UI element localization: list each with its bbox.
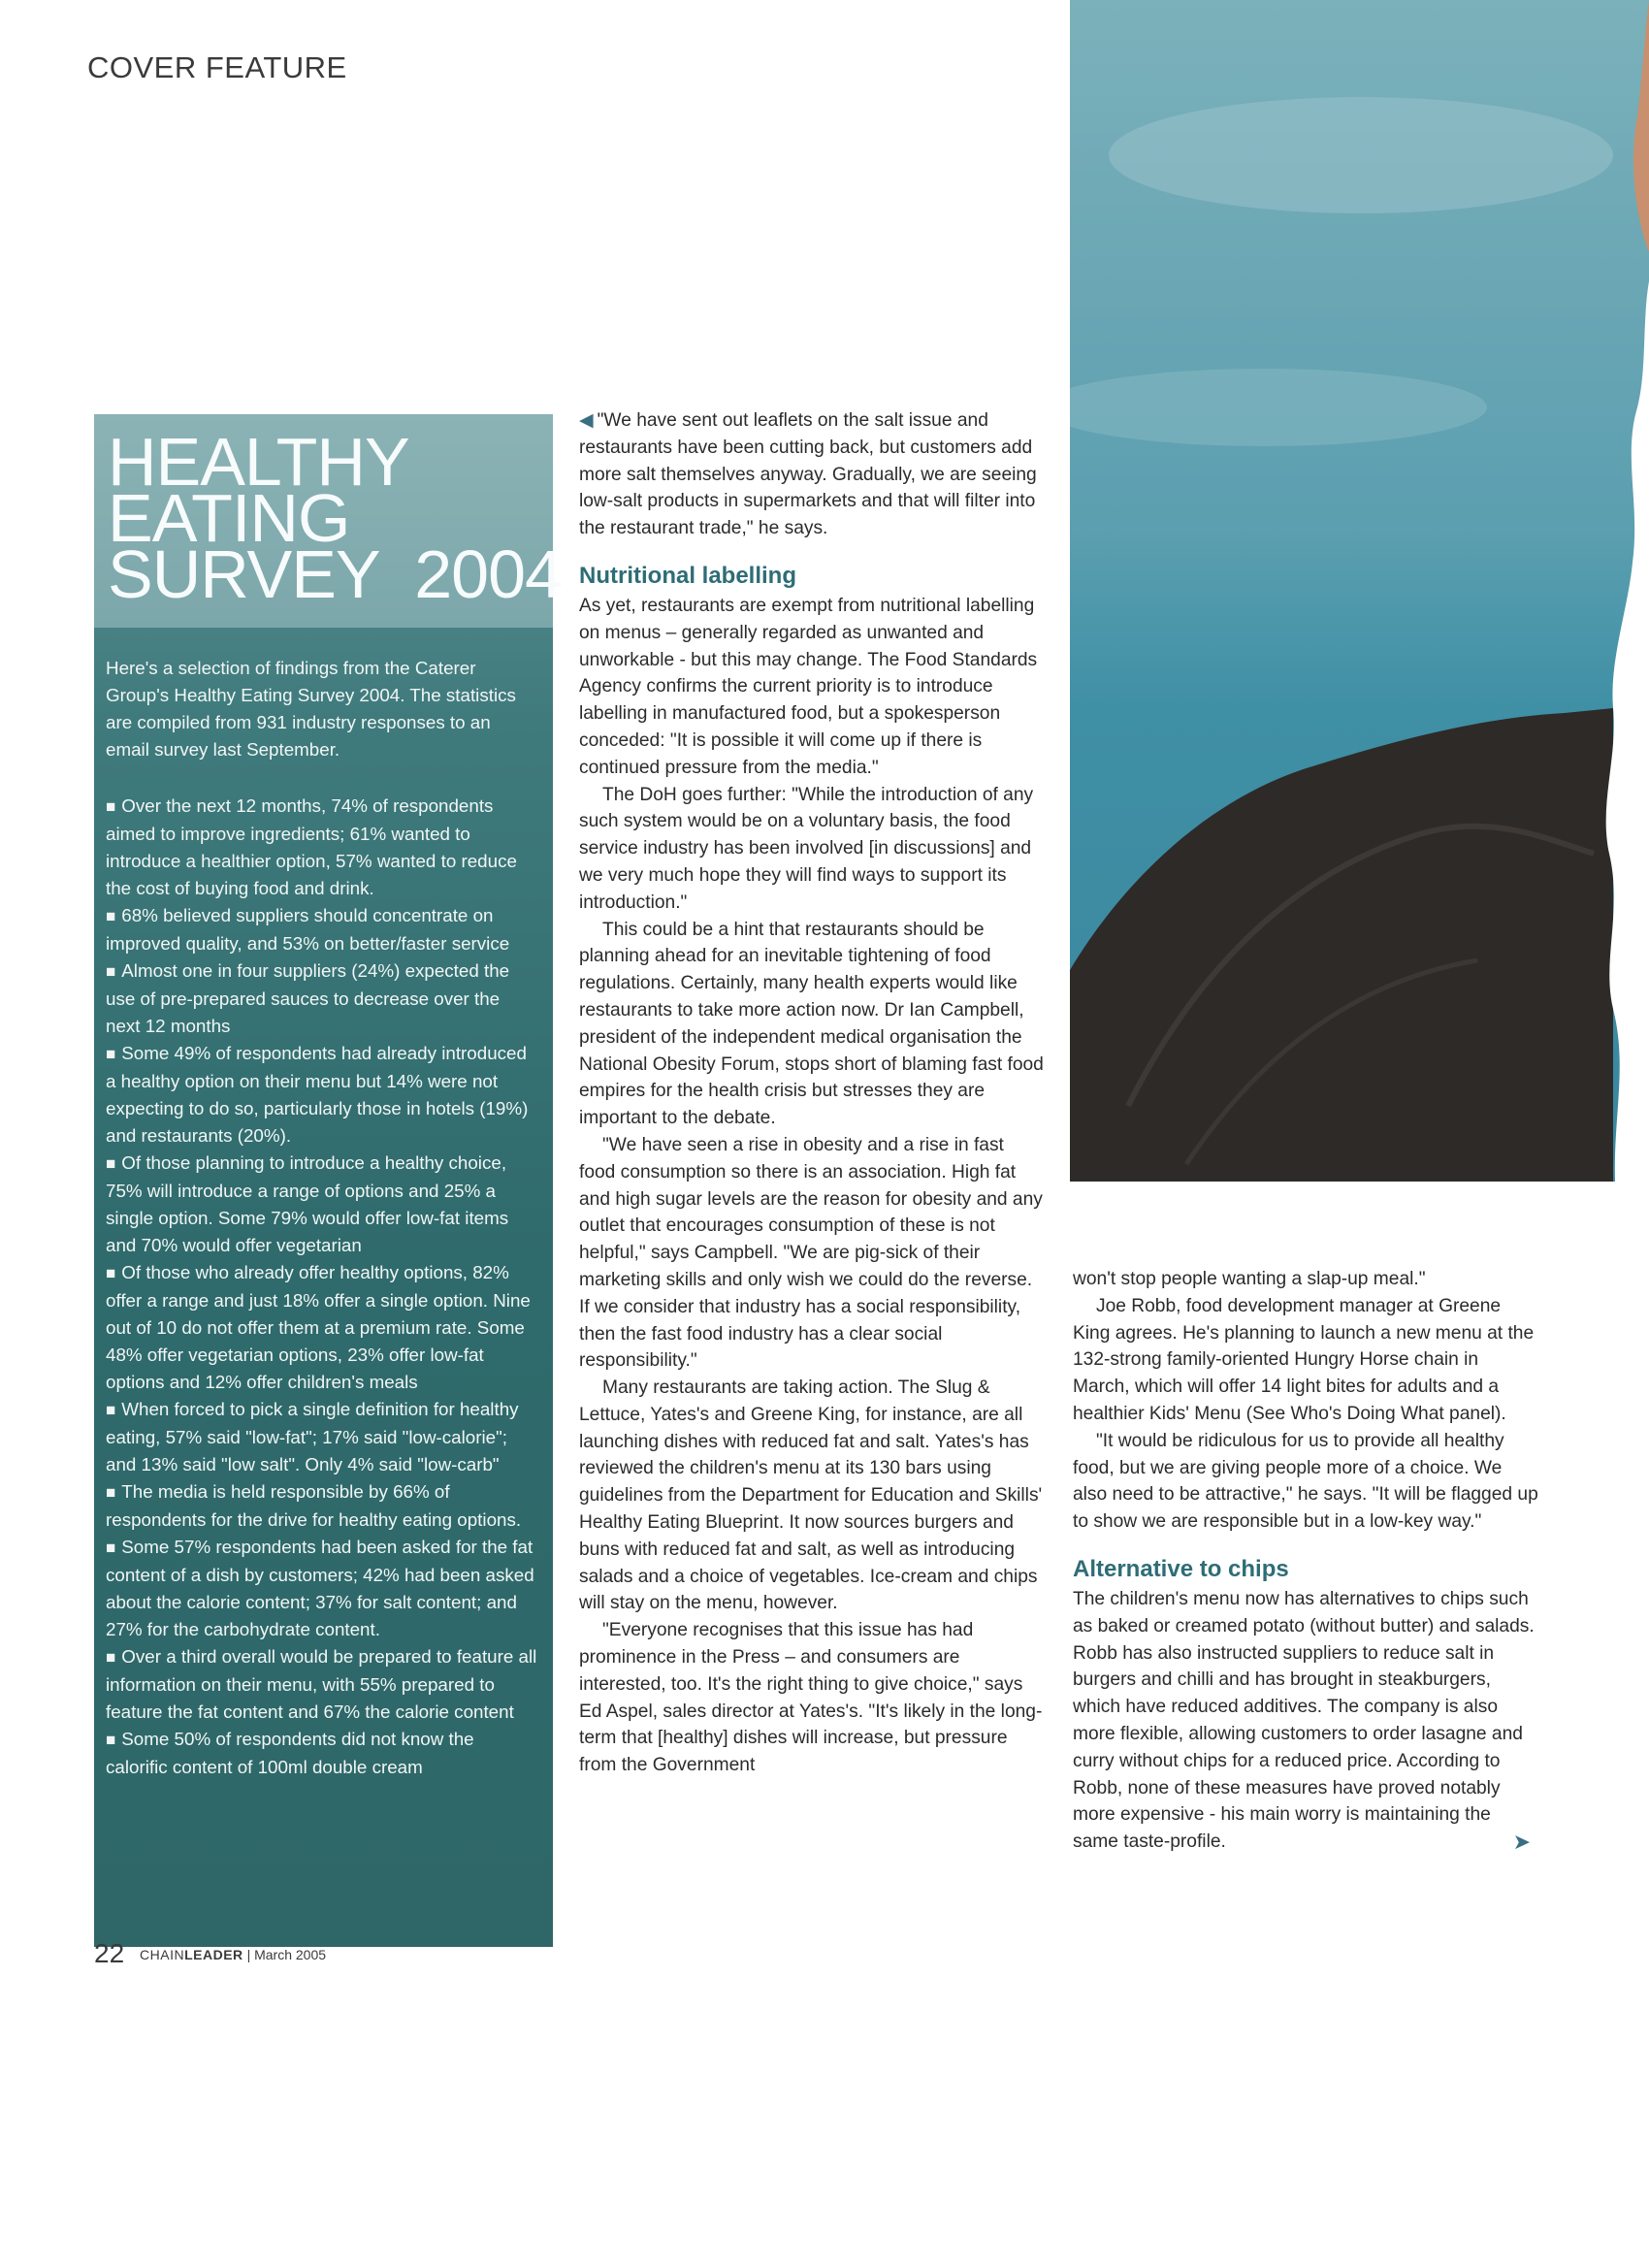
cloud-shape: [1109, 97, 1613, 213]
page-footer: [94, 1938, 326, 1969]
survey-finding: ■ The media is held responsible by 66% of respondents for the drive for healthy eating options.: [106, 1478, 537, 1534]
article-paragraph: Many restaurants are taking action. The Slug & Lettuce, Yates's and Greene King, for instance, are all launching dishes with reduced fat and salt. Yates's has reviewed the children's menu at its 130 bars using guidelines from the Department for Education and Skills' Healthy Eating Blueprint. It now sources burgers and buns with reduced fat and salt, as well as introducing salads and a choice of vegetables. Ice-cream and chips will stay on the menu, however.: [579, 1377, 1043, 1614]
publication-name-b: LEADER: [184, 1947, 243, 1962]
face-edge: [1633, 0, 1649, 252]
issue-date: March 2005: [254, 1947, 327, 1962]
survey-finding: ■ Some 49% of respondents had already introduced a healthy option on their menu but 14% were not expecting to do so, particularly those in hotels (19%) and restaurants (20%).: [106, 1040, 537, 1150]
section-label: COVER FEATURE: [87, 50, 347, 84]
article-paragraph: "We have seen a rise in obesity and a rise in fast food consumption so there is an association. High fat and high sugar levels are the reason for obesity and any outlet that encourages consumption of these is not helpful," says Campbell. "We are pig-sick of their marketing skills and only wish we could do the reverse. If we consider that industry has a social responsibility, then the fast food industry has a clear social responsibility.": [579, 1134, 1043, 1372]
survey-finding: ■ Of those planning to introduce a healthy choice, 75% will introduce a range of options and 25% a single option. Some 79% would offer low-fat items and 70% would offer vegetarian: [106, 1150, 537, 1259]
survey-finding: ■ Over a third overall would be prepared to feature all information on their menu, with 55% prepared to feature the fat content and 67% the calorie content: [106, 1643, 537, 1726]
survey-finding: ■ Almost one in four suppliers (24%) expected the use of pre-prepared sauces to decrease over the next 12 months: [106, 957, 537, 1040]
subheading-nutritional-labelling: Nutritional labelling: [579, 562, 797, 589]
cover-photo-art: [1070, 0, 1649, 1182]
cloud-shape: [1070, 369, 1487, 446]
survey-title: [108, 424, 562, 612]
continued-from-arrow-icon: ◀: [579, 410, 594, 431]
survey-finding: ■ 68% believed suppliers should concentrate on improved quality, and 53% on better/faster service: [106, 902, 537, 957]
article-paragraph: [579, 407, 1045, 542]
survey-title-line: SURVEY 2004: [108, 536, 562, 612]
survey-finding: ■ Some 50% of respondents did not know the calorific content of 100ml double cream: [106, 1726, 537, 1781]
survey-finding: ■ Of those who already offer healthy options, 82% offer a range and just 18% offer a single option. Nine out of 10 do not offer them at a premium rate. Some 48% offer vegetarian options, 23% offer low-fat options and 12% offer children's meals: [106, 1259, 537, 1396]
article-column-right: [1073, 1266, 1540, 1856]
survey-title-line: EATING: [108, 480, 350, 556]
survey-panel: [94, 414, 562, 1947]
survey-panel-body: [94, 628, 553, 1781]
publication-name-a: CHAIN: [140, 1947, 185, 1962]
article-paragraph: won't stop people wanting a slap-up meal.": [1073, 1269, 1426, 1289]
article-column-middle: [579, 407, 1045, 1779]
publication-name: [140, 1947, 243, 1962]
subheading-alternative-to-chips: Alternative to chips: [1073, 1555, 1289, 1582]
footer-divider: |: [246, 1947, 255, 1962]
article-paragraph: "It would be ridiculous for us to provide all healthy food, but we are giving people more of a choice. We also need to be attractive," he says. "It will be flagged up to show we are responsible but in a low-key way.": [1073, 1430, 1538, 1533]
page-number: 22: [94, 1938, 125, 1968]
article-paragraph: [1073, 1586, 1540, 1856]
survey-intro: Here's a selection of findings from the Caterer Group's Healthy Eating Survey 2004. The statistics are compiled from 931 industry responses to an email survey last September.: [106, 658, 516, 760]
survey-finding: ■ Some 57% respondents had been asked for the fat content of a dish by customers; 42% had been asked about the calorie content; 37% for salt content; and 27% for the carbohydrate content.: [106, 1534, 537, 1643]
article-paragraph: This could be a hint that restaurants should be planning ahead for an inevitable tightening of food regulations. Certainly, many health experts would like restaurants to take more action now. Dr Ian Campbell, president of the independent medical organisation the National Obesity Forum, stops short of blaming fast food empires for the health crisis but stresses they are important to the debate.: [579, 919, 1044, 1129]
survey-title-line: HEALTHY: [108, 424, 409, 500]
article-paragraph: The DoH goes further: "While the introduction of any such system would be on a voluntary basis, the food service industry has been involved [in discussions] and we very much hope they will find ways to support its introduction.": [579, 784, 1034, 913]
article-paragraph: Joe Robb, food development manager at Greene King agrees. He's planning to launch a new menu at the 132-strong family-oriented Hungry Horse chain in March, which will offer 14 light bites for adults and a healthier Kids' Menu (See Who's Doing What panel).: [1073, 1295, 1535, 1424]
survey-panel-header: [94, 414, 562, 628]
article-paragraph-text: The children's menu now has alternatives to chips such as baked or creamed potato (without butter) and salads. Robb has also instructed suppliers to reduce salt in burgers and chilli and has brought in steakburgers, which have reduced additives. The company is also more flexible, allowing customers to order lasagne and curry without chips for a reduced price. According to Robb, none of these measures have proved notably more expensive - his main worry is maintaining the same taste-profile.: [1073, 1588, 1535, 1853]
survey-finding: ■ Over the next 12 months, 74% of respondents aimed to improve ingredients; 61% wanted to introduce a healthier option, 57% wanted to reduce the cost of buying food and drink.: [106, 793, 537, 902]
article-paragraph-text: "We have sent out leaflets on the salt issue and restaurants have been cutting back, but customers add more salt themselves anyway. Gradually, we are seeing low-salt products in supermarkets and that will filter into the restaurant trade," he says.: [579, 410, 1037, 539]
continued-arrow-icon: ➤: [1512, 1830, 1531, 1855]
cover-photo: [1070, 0, 1649, 1182]
survey-finding: ■ When forced to pick a single definition for healthy eating, 57% said "low-fat"; 17% said "low-calorie"; and 13% said "low salt". Only 4% said "low-carb": [106, 1396, 537, 1478]
jacket-shape: [1070, 708, 1613, 1182]
article-paragraph: As yet, restaurants are exempt from nutritional labelling on menus – generally regarded as unwanted and unworkable - but this may change. The Food Standards Agency confirms the current priority is to introduce labelling in manufactured food, but a spokesperson conceded: "It is possible it will come up if there is continued pressure from the media.": [579, 595, 1038, 778]
article-paragraph: "Everyone recognises that this issue has had prominence in the Press – and consumers are interested, too. It's the right thing to give choice," says Ed Aspel, sales director at Yates's. "It's likely in the long-term that [healthy] dishes will increase, but pressure from the Government: [579, 1620, 1043, 1776]
